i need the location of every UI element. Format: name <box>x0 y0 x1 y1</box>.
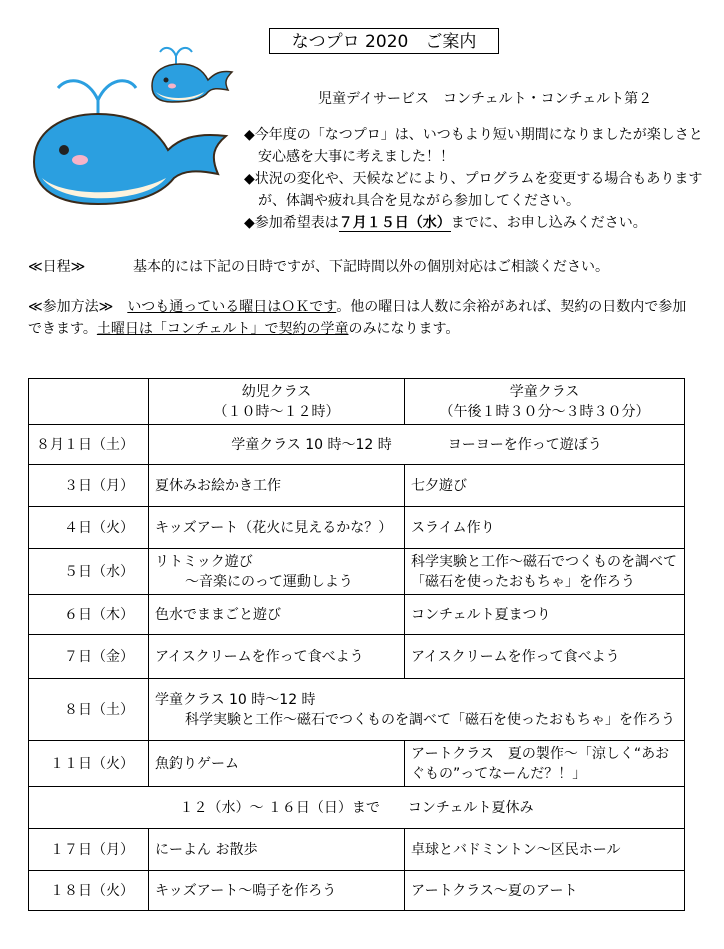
school-activity: アイスクリームを作って食べよう <box>405 635 685 679</box>
merged-activity-cell <box>149 679 685 741</box>
date-cell: １８日（火） <box>29 871 149 911</box>
date-cell: ３日（月） <box>29 465 149 507</box>
header-time: （１０時〜１２時） <box>213 403 340 420</box>
schedule-text: 基本的には下記の日時ですが、下記時間以外の個別対応はご相談ください。 <box>133 259 609 275</box>
method-underlined-2: 土曜日は「コンチェルト」で契約の学童 <box>96 321 349 337</box>
preschool-activity: キッズアート（花火に見えるかな？） <box>149 507 405 549</box>
preschool-activity: アイスクリームを作って食べよう <box>149 635 405 679</box>
header-preschool <box>149 379 405 425</box>
preschool-activity: キッズアート〜鳴子を作ろう <box>149 871 405 911</box>
table-row <box>29 507 685 549</box>
activity-subline: 〜音楽にのって運動しよう <box>185 573 353 590</box>
header-school <box>405 379 685 425</box>
bullet-suffix: までに、お申し込みください。 <box>450 215 647 231</box>
deadline-date: ７月１５日（水） <box>338 215 451 231</box>
date-cell: ７日（金） <box>29 635 149 679</box>
water-spout-icon <box>160 48 192 66</box>
schedule-note <box>28 256 708 278</box>
table-row <box>29 679 685 741</box>
organization-name: 児童デイサービス コンチェルト・コンチェルト第２ <box>318 91 653 107</box>
date-cell: ６日（木） <box>29 595 149 635</box>
table-row <box>29 871 685 911</box>
preschool-activity: にーよん お散歩 <box>149 829 405 871</box>
date-cell: ８日（土） <box>29 679 149 741</box>
table-row <box>29 465 685 507</box>
water-spout-icon <box>58 81 136 118</box>
school-activity: アートクラス 夏の製作〜「涼しく“あおぐもの”ってなーんだ？！」 <box>405 741 685 787</box>
header-label: 学童クラス <box>509 383 580 400</box>
activity-subline: 科学実験と工作〜磁石でつくものを調べて「磁石を使ったおもちゃ」を作ろう <box>185 711 675 728</box>
activity-line: 学童クラス 10 時〜12 時 <box>155 691 316 708</box>
table-row <box>29 595 685 635</box>
school-activity: コンチェルト夏まつり <box>405 595 685 635</box>
school-activity: スライム作り <box>405 507 685 549</box>
bullet-item <box>244 212 714 234</box>
school-activity: 科学実験と工作〜磁石でつくものを調べて「磁石を使ったおもちゃ」を作ろう <box>405 549 685 595</box>
method-text-1: 。他の曜日は人数に余裕があれば、契約の日数内で参加できます。 <box>28 299 687 337</box>
table-row <box>29 425 685 465</box>
method-label: ≪参加方法≫ <box>28 299 114 315</box>
header-label: 幼児クラス <box>241 383 312 400</box>
date-cell: １１日（火） <box>29 741 149 787</box>
method-text-2: のみになります。 <box>348 321 460 337</box>
method-underlined-1: いつも通っている曜日はＯＫです <box>127 299 337 315</box>
activity-line: リトミック遊び <box>155 553 253 570</box>
notice-bullets <box>244 124 714 234</box>
date-cell: １７日（月） <box>29 829 149 871</box>
header-time: （午後１時３０分〜３時３０分） <box>439 403 650 420</box>
table-row <box>29 741 685 787</box>
table-row <box>29 549 685 595</box>
table-header-row <box>29 379 685 425</box>
preschool-activity: 魚釣りゲーム <box>149 741 405 787</box>
participation-method <box>28 296 700 340</box>
bullet-item: ◆状況の変化や、天候などにより、プログラムを変更する場合もありますが、体調や疲れ具合を見ながら参加してください。 <box>244 171 703 209</box>
date-cell: ８月１日（土） <box>29 425 149 465</box>
table-row <box>29 829 685 871</box>
big-whale-illustration <box>28 70 234 210</box>
bullet-item: ◆今年度の「なつプロ」は、いつもより短い期間になりましたが楽しさと安心感を大事に考えました！！ <box>244 127 703 165</box>
merged-activity-cell: 学童クラス 10 時〜12 時 ヨーヨーを作って遊ぼう <box>149 425 685 465</box>
header-empty-cell <box>29 379 149 425</box>
school-activity: アートクラス〜夏のアート <box>405 871 685 911</box>
schedule-label: ≪日程≫ <box>28 259 86 275</box>
date-cell: ４日（火） <box>29 507 149 549</box>
school-activity: 七夕遊び <box>405 465 685 507</box>
table-row <box>29 787 685 829</box>
holiday-notice-cell: １２（水）〜 １６日（日）まで コンチェルト夏休み <box>29 787 685 829</box>
program-schedule-table <box>28 378 685 911</box>
bullet-prefix: ◆参加希望表は <box>244 215 339 231</box>
preschool-activity <box>149 549 405 595</box>
school-activity: 卓球とバドミントン〜区民ホール <box>405 829 685 871</box>
preschool-activity: 色水でままごと遊び <box>149 595 405 635</box>
date-cell: ５日（水） <box>29 549 149 595</box>
preschool-activity: 夏休みお絵かき工作 <box>149 465 405 507</box>
page-title: なつプロ 2020 ご案内 <box>269 28 499 54</box>
table-row <box>29 635 685 679</box>
